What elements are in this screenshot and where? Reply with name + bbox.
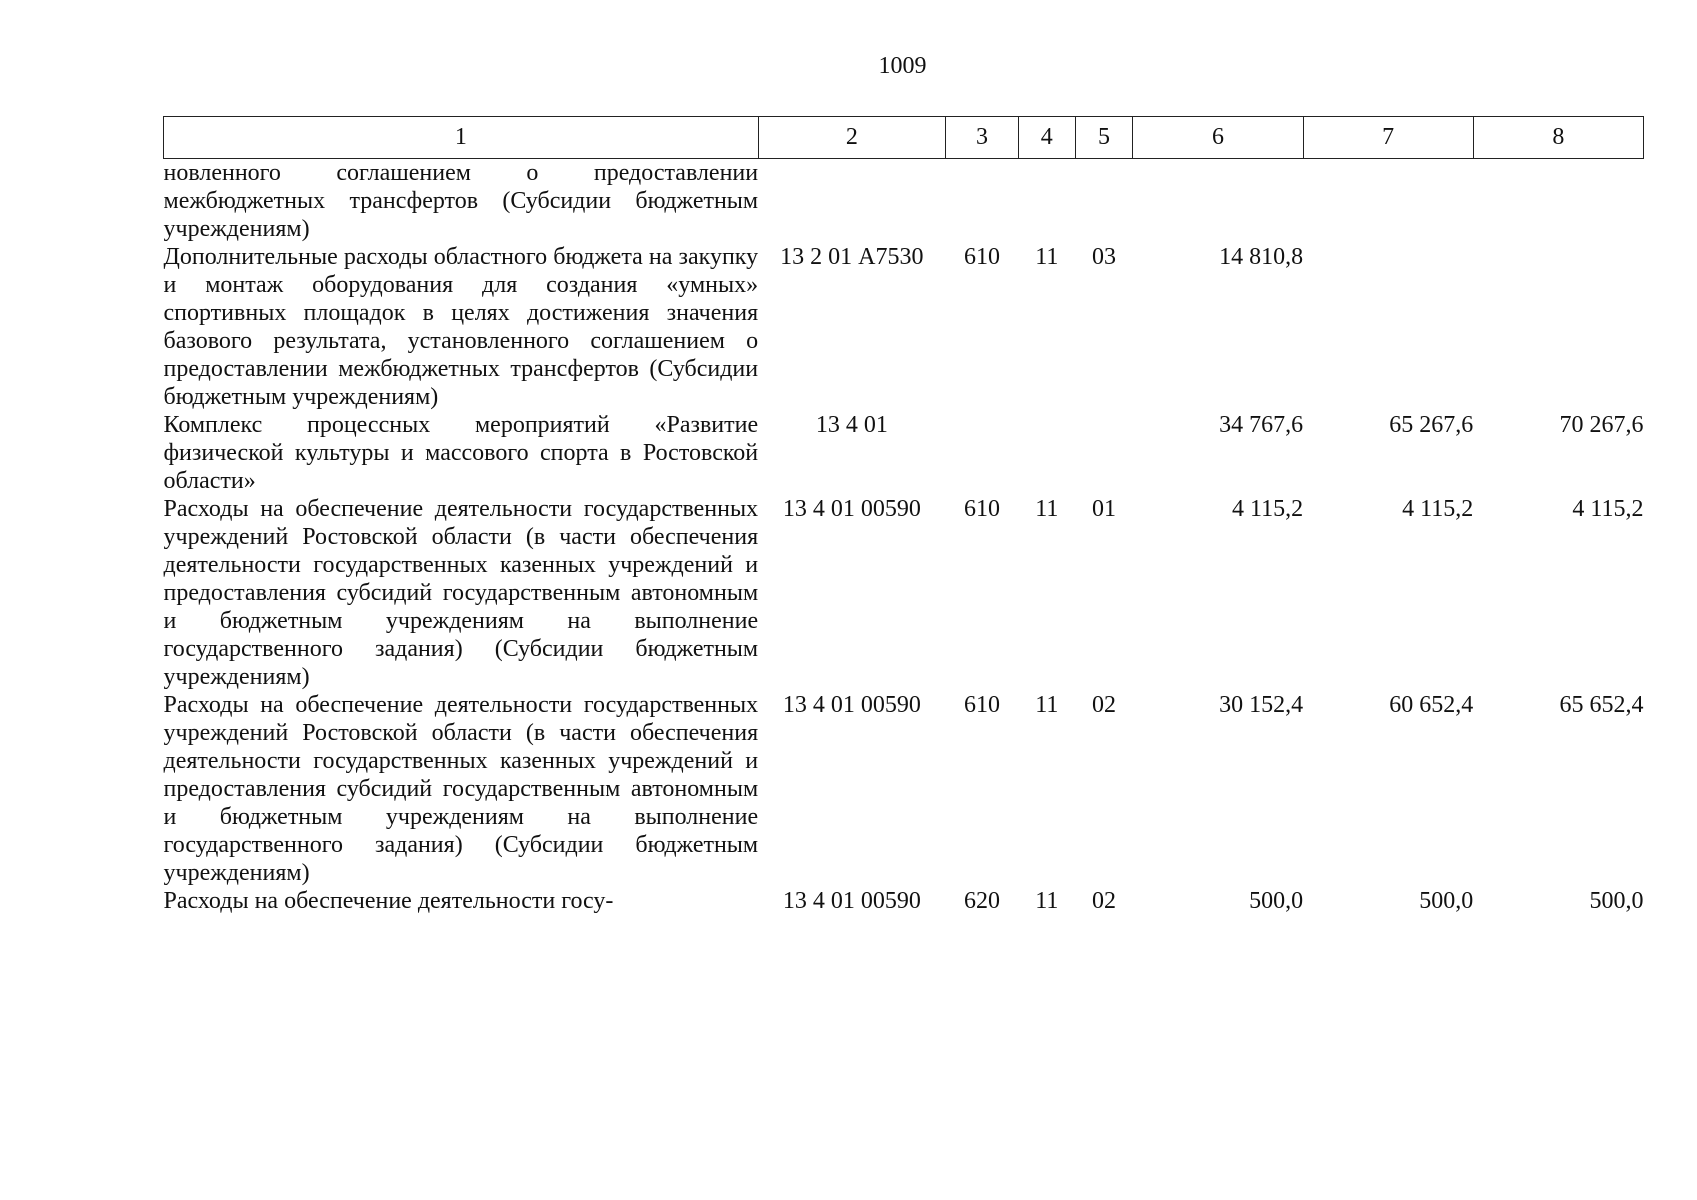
table-body [164,159,1644,916]
table-row [164,243,1644,411]
row-amount-col7: 65 267,6 [1389,412,1474,438]
row-description: Дополнительные расходы областного бюджета на закупку и монтаж оборудования для создания «умных» спортивных площадок в целях достижения значения базового результата, установленного соглашением о предоставлении межбюджетных трансфертов (Субсидии бюджетным учреждениям) [163,244,759,410]
row-description: Комплекс процессных мероприятий «Развитие физической культуры и массового спорта в Ростовской области» [163,412,759,494]
table-row [164,411,1644,495]
row-subsection [1075,411,1133,495]
row-amount-col7 [1303,159,1473,244]
row-description: новленного соглашением о предоставлении межбюджетных трансфертов (Субсидии бюджетным учреждениям) [163,160,759,242]
row-section: 11 [1035,496,1059,522]
row-section [1018,411,1075,495]
row-target-code: 13 4 01 00590 [782,496,921,522]
row-expense-type [946,159,1019,244]
table-row [164,691,1644,887]
table-header [164,117,1644,159]
row-subsection: 02 [1092,692,1117,718]
header-cell-8: 8 [1473,117,1643,159]
row-expense-type: 610 [963,496,1000,522]
row-amount-col7: 60 652,4 [1389,692,1474,718]
row-amount-col8: 70 267,6 [1559,412,1644,438]
row-target-code: 13 4 01 00590 [782,692,921,718]
row-amount-col7: 4 115,2 [1402,496,1474,522]
table-row [164,495,1644,691]
row-subsection: 01 [1092,496,1117,522]
table-row [164,887,1644,915]
row-amount-col6 [1133,159,1303,244]
row-amount-col7: 500,0 [1419,888,1474,914]
row-amount-col6: 500,0 [1249,888,1304,914]
row-amount-col6: 30 152,4 [1219,692,1304,718]
row-expense-type [946,411,1019,495]
header-cell-3: 3 [946,117,1019,159]
row-expense-type: 610 [963,244,1000,270]
header-cell-7: 7 [1303,117,1473,159]
row-amount-col6: 14 810,8 [1219,244,1304,270]
row-subsection: 02 [1092,888,1117,914]
header-cell-5: 5 [1075,117,1133,159]
row-section: 11 [1035,692,1059,718]
row-amount-col8: 65 652,4 [1559,692,1644,718]
row-section [1018,159,1075,244]
header-cell-1: 1 [164,117,759,159]
row-subsection [1075,159,1133,244]
row-expense-type: 610 [963,692,1000,718]
table-row [164,159,1644,244]
row-target-code [758,159,945,244]
row-target-code: 13 2 01 А7530 [780,244,924,270]
row-amount-col8 [1473,243,1643,411]
header-row [164,117,1644,159]
page-number: 1009 [878,53,927,79]
row-description: Расходы на обеспечение деятельности госу- [163,888,614,914]
row-amount-col8 [1473,159,1643,244]
row-section: 11 [1035,888,1059,914]
row-subsection: 03 [1092,244,1117,270]
row-expense-type: 620 [963,888,1000,914]
row-description: Расходы на обеспечение деятельности государственных учреждений Ростовской области (в части обеспечения деятельности государственных казенных учреждений и предоставления субсидий государственным автономным и бюджетным учреждениям на выполнение государственного задания) (Субсидии бюджетным учреждениям) [163,692,759,886]
row-amount-col8: 500,0 [1589,888,1644,914]
row-amount-col6: 34 767,6 [1219,412,1304,438]
row-target-code: 13 4 01 00590 [782,888,921,914]
header-cell-4: 4 [1018,117,1075,159]
header-cell-2: 2 [758,117,945,159]
row-target-code: 13 4 01 [815,412,888,438]
budget-table [163,116,1644,915]
header-cell-6: 6 [1133,117,1303,159]
row-description: Расходы на обеспечение деятельности государственных учреждений Ростовской области (в части обеспечения деятельности государственных казенных учреждений и предоставления субсидий государственным автономным и бюджетным учреждениям на выполнение государственного задания) (Субсидии бюджетным учреждениям) [163,496,759,690]
row-amount-col7 [1303,243,1473,411]
row-amount-col8: 4 115,2 [1572,496,1644,522]
row-section: 11 [1035,244,1059,270]
row-amount-col6: 4 115,2 [1231,496,1304,522]
